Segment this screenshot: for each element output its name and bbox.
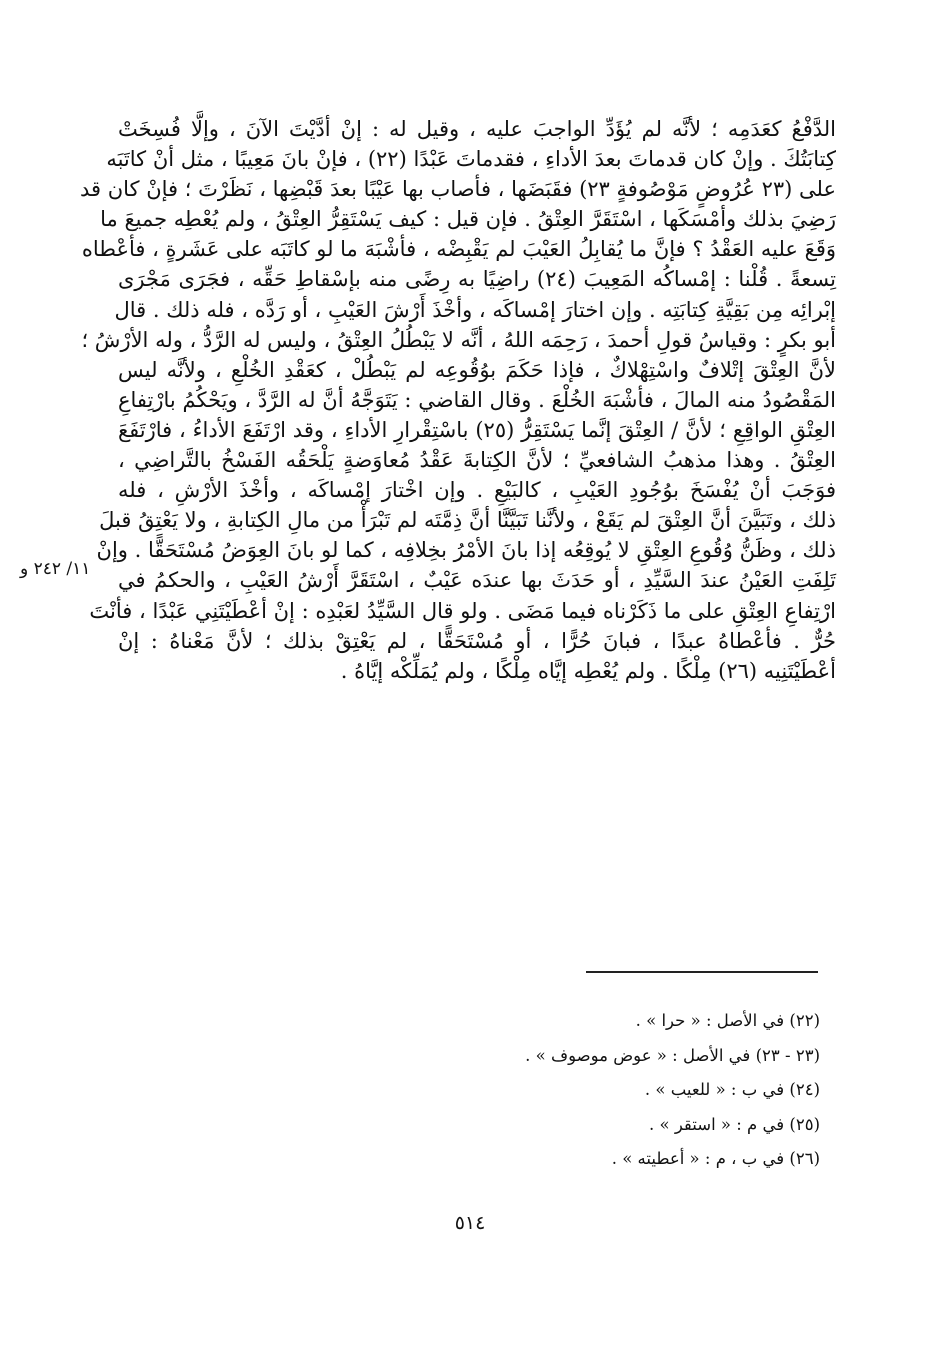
marginal-reference: ١١/ ٢٤٢ و	[20, 559, 91, 579]
text-line: فوَجَبَ أنْ يُفْسَخَ بوُجُودِ العَيْبِ ، كالبَيْعِ . وإن اخْتارَ إمْساكَه ، وأخْذَ الأرْشِ ، فله	[118, 478, 836, 503]
footnote: (٢٥) في م : « استقر » .	[648, 1114, 820, 1134]
footnote: (٢٣ - ٢٣) في الأصل : « عوض موصوف » .	[525, 1045, 820, 1065]
text-line: الدَّفْعُ كعَدَمِه ؛ لأنَّه لم يُؤَدِّ الواجبَ عليه ، وقيل له : إنْ أدَّيْتَ الآنَ ، وإلَّا فُسِخَتْ	[118, 117, 836, 141]
footnote: (٢٢) في الأصل : « حرا » .	[635, 1011, 820, 1030]
text-line: العِتْقُ . وهذا مذهبُ الشافعيِّ ؛ لأنَّ الكِتابةَ عَقْدُ مُعاوَضةٍ يَلْحَقُه الفَسْخُ بالتَّراضِي ،	[118, 448, 836, 473]
text-line: العِتْقِ الواقِعِ ؛ لأنَّ / العِتْقَ إنَّما يَسْتَقِرُّ (٢٥) باسْتِقْرارِ الأداءِ ، وقد ارْتَفَعَ الأداءُ ، فارْتَفَعَ	[118, 417, 836, 442]
text-line: على (٢٣ عُرُوضٍ مَوْصُوفةٍ ٢٣) فقَبَضَها ، فأصاب بها عَيْبًا بعدَ قَبْضِها ، نَظَرْتَ ؛ فإنْ كان قد	[79, 177, 836, 202]
text-line: وَقَعَ عليه العَقْدُ ؟ فإنَّ ما يُقابِلُ العَيْبَ لم يَقْبِضْه ، فأشْبَهَ ما لو كاتَبَه على عَشَرةٍ ، فأعْطاه	[81, 237, 836, 262]
text-line: كِتابَتُكَ . وإنْ كان قدماتَ بعدَ الأداءِ ، فقدماتَ عَبْدًا (٢٢) ، فإنْ بانَ مَعِيبًا ، مثل أنْ كاتَبَه	[106, 147, 836, 172]
text-line: إبْرائِه مِن بَقِيَّةِ كِتابَتِه . وإن اختارَ إمْساكَه ، وأخْذَ أَرْشَ العَيْبِ ، أو رَدَّه ، فله ذلك . قال	[114, 297, 836, 322]
main-text	[79, 114, 837, 686]
text-line: حُرٌّ . فأعْطاهُ عبدًا ، فبانَ حُرًّا ، أو مُسْتَحَقًّا ، لم يَعْتِقْ بذلك ؛ لأنَّ مَعْناهُ : إنْ	[118, 628, 836, 653]
text-line: تِسعةً . قُلْنا : إمْساكُه المَعِيبَ (٢٤) راضِيًا به رِضًى منه بإسْقاطِ حَقِّه ، فجَرَى مَجْرَى	[118, 267, 837, 292]
footnote: (٢٦) في ب ، م : « أعطيته » .	[611, 1149, 820, 1169]
text-line: تَلِفَتِ العَيْنُ عندَ السَّيِّدِ ، أو حَدَثَ بها عندَه عَيْبٌ ، اسْتَقَرَّ أَرْشُ العَيْبِ ، والحكمُ في	[118, 568, 836, 593]
text-line: ارْتِفاعِ العِتْقِ على ما ذَكَرْناه فيما مَضَى . ولو قال السَّيِّدُ لعَبْدِه : إنْ أعْطَيْتَنِي عَبْدًا ، فأنْتَ	[89, 598, 836, 623]
footnote: (٢٤) في ب : « للعيب » .	[644, 1080, 820, 1100]
footnote-divider	[586, 971, 818, 973]
text-line: لأنَّ العِتْقَ إتْلافٌ واسْتِهْلاكٌ ، فإذا حَكَمَ بوُقُوعِه لم يَبْطُلْ ، كعَقْدِ الخُلْعِ ، ولأنَّه ليس	[118, 357, 836, 382]
text-line: ذلك ، وتَبَيَّنَ أنَّ العِتْقَ لم يَقَعْ ، ولأنَّنا تَبَيَّنَّا أنَّ ذِمَّتَه لم تَبْرَأْ من مالِ الكِتابةِ ، ولا يَعْتِقُ قبلَ	[99, 508, 836, 533]
text-line: المَقْصُودُ منه المالَ ، فأشْبَهَ الخُلْعَ . وقال القاضي : يَتَوَجَّهُ أنَّ له الرَّدَّ ، ويَحْكُمُ بارْتِفاعِ	[118, 387, 836, 412]
footnotes	[420, 1004, 820, 1177]
text-line: أعْطَيْتَنِيه (٢٦) مِلْكًا . ولم يُعْطِه إيَّاه مِلْكًا ، ولم يُمَلِّكْه إيَّاهُ .	[340, 658, 836, 683]
page-number: ٥١٤	[454, 1212, 486, 1234]
text-line: رَضِيَ بذلك وأمْسَكَها ، اسْتَقَرَّ العِتْقُ . فإن قيل : كيف يَسْتَقِرُّ العِتْقُ ، ولم يُعْطِه جميعَ ما	[100, 207, 836, 232]
text-line: ذلك ، وظَنُّ وُقُوعِ العِتْقِ لا يُوقِعُه إذا بانَ الأمْرُ بخِلافِه ، كما لو بانَ العِوَضُ مُسْتَحَقًّا . وإنْ	[96, 538, 836, 563]
text-line: أبو بكرٍ : وقياسُ قولِ أحمدَ ، رَحِمَه اللهُ ، أنَّه لا يَبْطُلُ العِتْقُ ، وليس له الرَّدُّ ، وله الأرْشُ ؛	[81, 327, 836, 352]
